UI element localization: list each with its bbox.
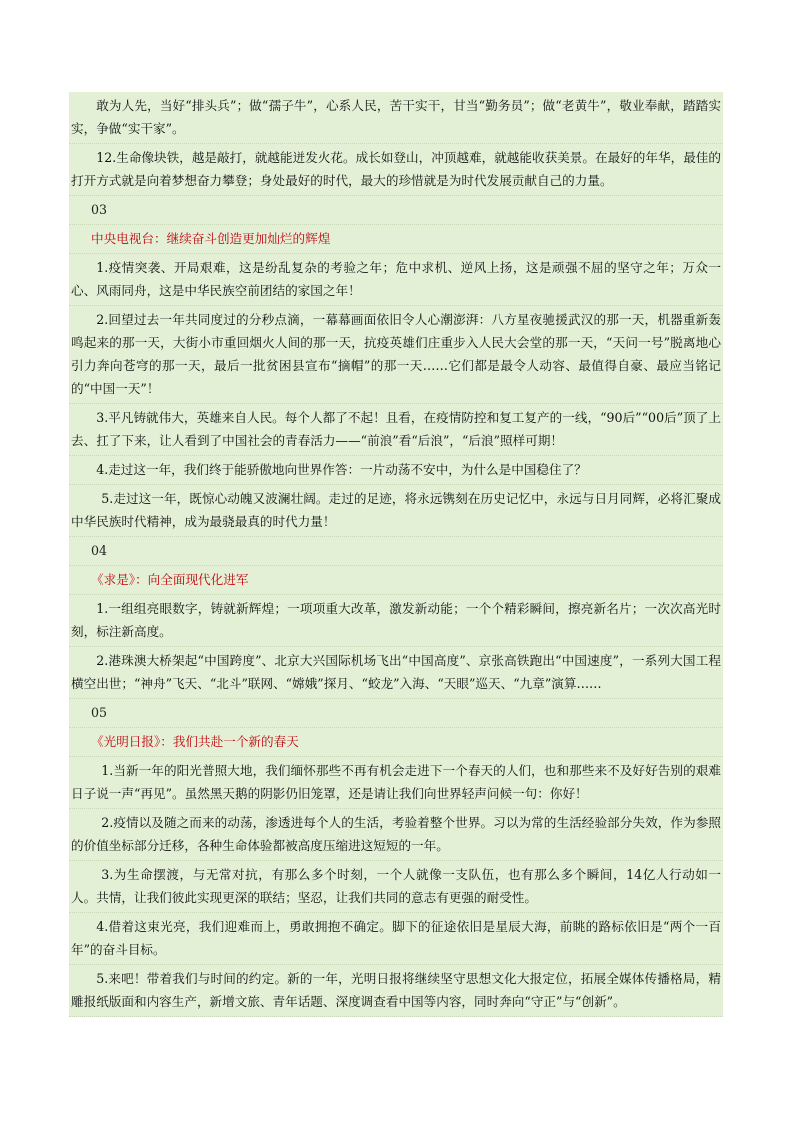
paragraph: 5.来吧！带着我们与时间的约定。新的一年，光明日报将继续坚守思想文化大报定位，拓展全媒体传播格局，精雕报纸版面和内容生产，新增文旅、青年话题、深度调查看中国等内容，同时奔向“守正”与“创新”。 [69, 965, 723, 1017]
paragraph: 3.平凡铸就伟大，英雄来自人民。每个人都了不起！且看，在疫情防控和复工复产的一线，“90后”“00后”顶了上去、扛了下来，让人看到了中国社会的青春活力——“前浪”看“后浪”，“后浪”照样可期！ [69, 404, 723, 456]
section-number: 03 [69, 196, 723, 225]
paragraph: 1.疫情突袭、开局艰难，这是纷乱复杂的考验之年；危中求机、逆风上扬，这是顽强不屈的坚守之年；万众一心、风雨同舟，这是中华民族空前团结的家国之年！ [69, 254, 723, 306]
article-body [69, 92, 723, 1017]
paragraph: 2.回望过去一年共同度过的分秒点滴，一幕幕画面依旧令人心潮澎湃：八方星夜驰援武汉的那一天，机器重新轰鸣起来的那一天，大街小市重回烟火人间的那一天，抗疫英雄们庄重步入人民大会堂的那一天，“天问一号”脱离地心引力奔向苍穹的那一天，最后一批贫困县宣布“摘帽”的那一天……它们都是最令人动容、最值得自豪、最应当铭记的“中国一天”！ [69, 306, 723, 404]
section-number: 04 [69, 537, 723, 566]
paragraph: 5.走过这一年，既惊心动魄又波澜壮阔。走过的足迹，将永远镌刻在历史记忆中，永远与日月同辉，必将汇聚成中华民族时代精神，成为最骁最真的时代力量！ [69, 485, 723, 537]
section-number: 05 [69, 699, 723, 728]
paragraph: 1.当新一年的阳光普照大地，我们缅怀那些不再有机会走进下一个春天的人们，也和那些来不及好好告别的艰难日子说一声“再见”。虽然黑天鹅的阴影仍旧笼罩，还是请让我们向世界轻声问候一句：你好！ [69, 757, 723, 809]
section-heading: 《光明日报》：我们共赴一个新的春天 [69, 728, 723, 757]
paragraph: 敢为人先，当好“排头兵”；做“孺子牛”，心系人民，苦干实干，甘当“勤务员”；做“老黄牛”，敬业奉献，踏踏实实，争做“实干家”。 [69, 92, 723, 144]
paragraph: 2.港珠澳大桥架起“中国跨度”、北京大兴国际机场飞出“中国高度”、京张高铁跑出“中国速度”，一系列大国工程横空出世；“神舟”飞天、“北斗”联网、“嫦娥”探月、“蛟龙”入海、“天眼”巡天、“九章”演算…… [69, 647, 723, 699]
paragraph: 4.借着这束光亮，我们迎难而上，勇敢拥抱不确定。脚下的征途依旧是星辰大海，前眺的路标依旧是“两个一百年”的奋斗目标。 [69, 913, 723, 965]
section-heading: 中央电视台：继续奋斗创造更加灿烂的辉煌 [69, 225, 723, 254]
paragraph: 2.疫情以及随之而来的动荡，渗透进每个人的生活，考验着整个世界。习以为常的生活经验部分失效，作为参照的价值坐标部分迁移，各种生命体验都被高度压缩进这短短的一年。 [69, 809, 723, 861]
paragraph: 1.一组组亮眼数字，铸就新辉煌；一项项重大改革，激发新动能；一个个精彩瞬间，擦亮新名片；一次次高光时刻，标注新高度。 [69, 595, 723, 647]
paragraph: 3.为生命摆渡，与无常对抗，有那么多个时刻，一个人就像一支队伍，也有那么多个瞬间，14亿人行动如一人。共情，让我们彼此实现更深的联结；坚忍，让我们共同的意志有更强的耐受性。 [69, 861, 723, 913]
paragraph: 4.走过这一年，我们终于能骄傲地向世界作答：一片动荡不安中，为什么是中国稳住了？ [69, 456, 723, 485]
paragraph: 12.生命像块铁，越是敲打，就越能迸发火花。成长如登山，冲顶越难，就越能收获美景。在最好的年华，最佳的打开方式就是向着梦想奋力攀登；身处最好的时代，最大的珍惜就是为时代发展贡献自己的力量。 [69, 144, 723, 196]
section-heading: 《求是》：向全面现代化进军 [69, 566, 723, 595]
